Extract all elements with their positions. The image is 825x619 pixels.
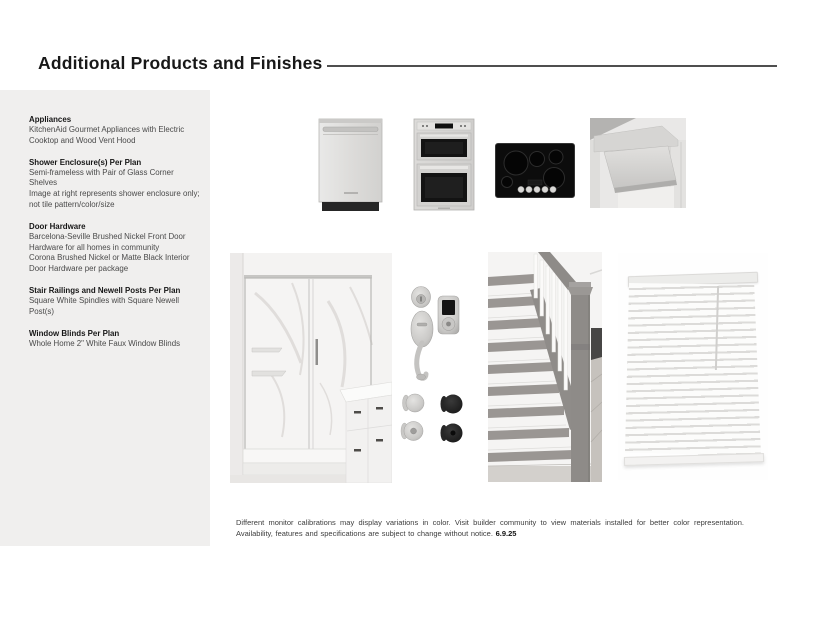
section-door-hardware bbox=[29, 221, 204, 275]
shower-illustration bbox=[230, 253, 392, 483]
section-text: Corona Brushed Nickel or Matte Black Interior Door Hardware per package bbox=[29, 253, 190, 274]
blinds-slats bbox=[625, 283, 761, 456]
dishwasher-illustration bbox=[318, 118, 383, 212]
dishwasher-photo bbox=[318, 118, 383, 212]
cooktop-illustration bbox=[495, 143, 575, 198]
section-heading: Stair Railings and Newell Posts Per Plan bbox=[29, 285, 181, 295]
disclaimer-body: Different monitor calibrations may display variations in color. Visit builder community to view materials installed for better color representation. Availability, features and specifications are subject to change without notice. bbox=[236, 518, 744, 539]
wall-oven-microwave-combo-photo bbox=[413, 118, 475, 211]
white-faux-window-blinds-photo bbox=[618, 253, 768, 480]
door-hardware-set-photo bbox=[398, 283, 483, 453]
section-text: Whole Home 2" White Faux Window Blinds bbox=[29, 338, 181, 348]
wall-oven-illustration bbox=[413, 118, 475, 211]
wood-vent-hood-photo bbox=[590, 118, 686, 208]
section-heading: Window Blinds Per Plan bbox=[29, 328, 120, 338]
page-title: Additional Products and Finishes bbox=[38, 53, 323, 73]
shower-enclosure-photo bbox=[230, 253, 392, 483]
section-shower-enclosure bbox=[29, 157, 204, 211]
revision-date: 6.9.25 bbox=[495, 529, 517, 539]
section-appliances bbox=[29, 114, 204, 147]
section-heading: Door Hardware bbox=[29, 221, 86, 231]
section-text: KitchenAid Gourmet Appliances with Electric Cooktop and Wood Vent Hood bbox=[29, 125, 185, 145]
section-text: Image at right represents shower enclosure only; not tile pattern/color/size bbox=[29, 189, 200, 209]
blinds-bottom-rail bbox=[624, 453, 764, 466]
section-text: Square White Spindles with Square Newell Post(s) bbox=[29, 295, 179, 316]
title-divider-line bbox=[327, 65, 777, 67]
stair-railing-newel-post-photo bbox=[488, 252, 602, 482]
staircase-illustration bbox=[488, 252, 602, 482]
section-text: Semi-frameless with Pair of Glass Corner Shelves bbox=[29, 167, 174, 188]
vent-hood-illustration bbox=[590, 118, 686, 208]
section-heading: Shower Enclosure(s) Per Plan bbox=[29, 157, 142, 167]
disclaimer-text bbox=[236, 517, 744, 539]
spec-sidebar bbox=[0, 90, 210, 546]
section-window-blinds bbox=[29, 328, 204, 350]
section-heading: Appliances bbox=[29, 115, 72, 124]
section-text: Barcelona-Seville Brushed Nickel Front Door Hardware for all homes in community bbox=[29, 231, 186, 252]
electric-cooktop-photo bbox=[495, 143, 575, 198]
door-hardware-illustration bbox=[398, 283, 483, 453]
section-stair-railings bbox=[29, 285, 204, 318]
